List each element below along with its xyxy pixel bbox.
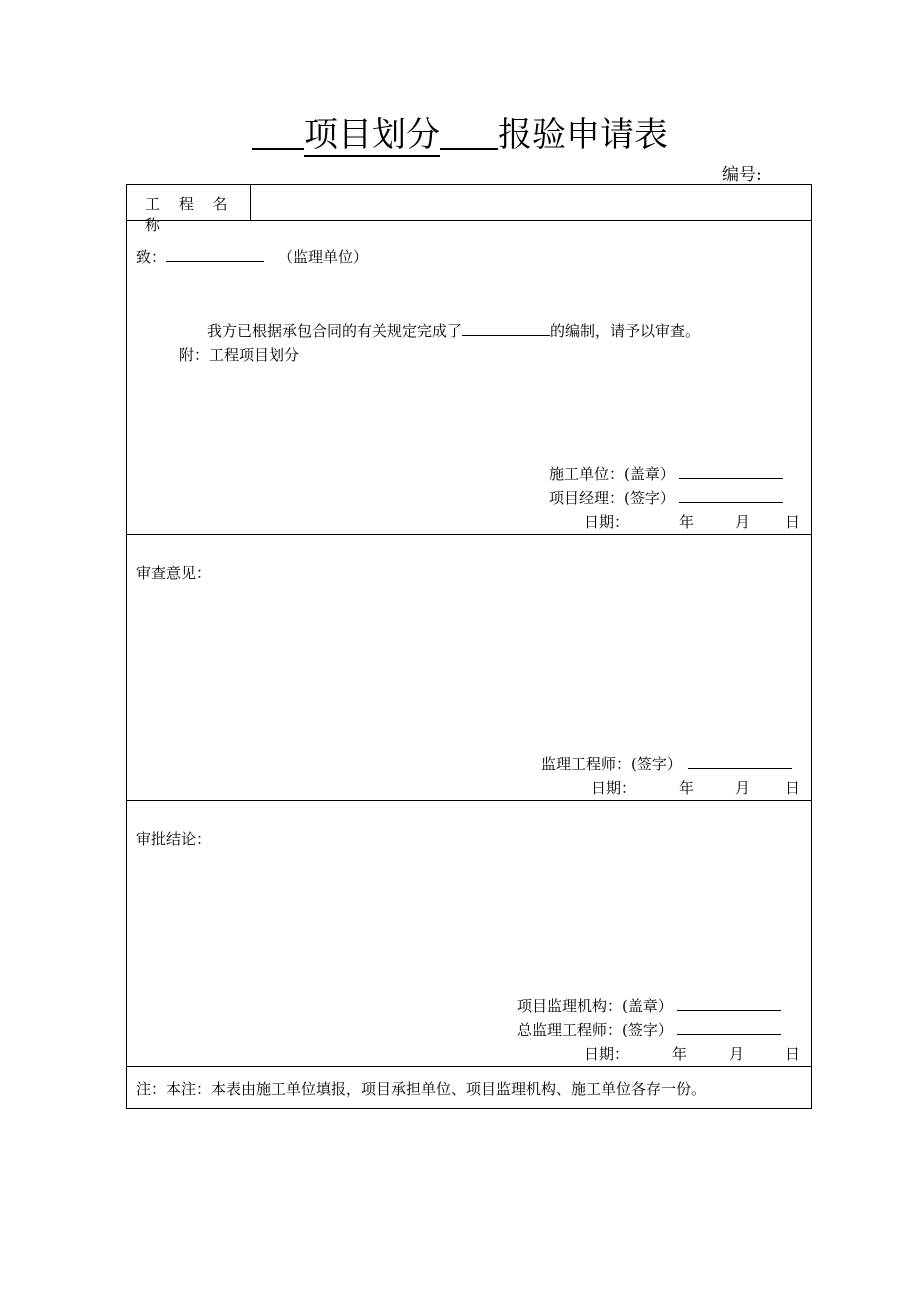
org-stamp-blank[interactable] [677, 996, 781, 1011]
document-name-blank[interactable] [462, 321, 550, 336]
approval-section [127, 801, 811, 1067]
manager-signature-blank[interactable] [679, 488, 783, 503]
approval-date-label: 日期： [584, 1045, 630, 1063]
title-underlined-text: 项目划分 [304, 115, 440, 155]
approval-conclusion-area[interactable] [136, 857, 800, 987]
engineer-label: 监理工程师：(签字） [541, 755, 682, 773]
approval-label: 审批结论： [136, 830, 212, 848]
contractor-signature-line [549, 464, 783, 484]
approval-day: 日 [785, 1045, 801, 1063]
application-month: 月 [735, 513, 751, 531]
approval-year: 年 [672, 1045, 688, 1063]
to-suffix: （监理单位） [278, 248, 369, 266]
form-title [0, 112, 920, 158]
chief-signature-blank[interactable] [677, 1020, 781, 1035]
statement-before: 我方已根据承包合同的有关规定完成了 [207, 322, 463, 340]
statement-line [207, 321, 700, 341]
manager-label: 项目经理：(签字） [549, 489, 675, 507]
application-day: 日 [785, 513, 801, 531]
contractor-label: 施工单位：(盖章） [549, 465, 675, 483]
org-signature-line [517, 996, 781, 1016]
chief-signature-line [517, 1020, 781, 1040]
contractor-stamp-blank[interactable] [679, 464, 783, 479]
footer-note: 注：本注：本表由施工单位填报，项目承担单位、项目监理机构、施工单位各存一份。 [136, 1080, 707, 1098]
application-date-label: 日期： [584, 513, 630, 531]
statement-after: 的编制，请予以审查。 [550, 322, 701, 340]
engineer-signature-line [541, 754, 792, 774]
engineer-signature-blank[interactable] [688, 754, 792, 769]
review-day: 日 [785, 779, 801, 797]
review-year: 年 [679, 779, 695, 797]
org-label: 项目监理机构：(盖章） [517, 997, 673, 1015]
form-table [126, 184, 812, 1109]
to-prefix: 致： [136, 248, 167, 266]
review-label: 审查意见： [136, 564, 212, 582]
title-blank-right[interactable] [440, 112, 498, 150]
chief-label: 总监理工程师：(签字） [517, 1021, 673, 1039]
project-name-label-cell [127, 185, 251, 234]
review-section [127, 535, 811, 801]
doc-number-label: 编号: [722, 165, 762, 185]
manager-signature-line [549, 488, 783, 508]
review-comments-area[interactable] [136, 591, 800, 741]
title-text: 报验申请表 [498, 115, 668, 155]
project-name-row [127, 185, 811, 234]
project-name-field[interactable] [251, 185, 811, 220]
attachment-note: 附：工程项目划分 [179, 346, 300, 364]
supervisor-unit-blank[interactable] [166, 247, 264, 262]
to-line [136, 247, 368, 267]
approval-month: 月 [729, 1045, 745, 1063]
review-date-label: 日期： [591, 779, 637, 797]
title-blank-left[interactable] [252, 112, 304, 150]
application-year: 年 [679, 513, 695, 531]
project-name-label: 工 程 名 称 [145, 195, 235, 234]
note-row [127, 1067, 811, 1108]
application-section [127, 221, 811, 535]
review-month: 月 [735, 779, 751, 797]
